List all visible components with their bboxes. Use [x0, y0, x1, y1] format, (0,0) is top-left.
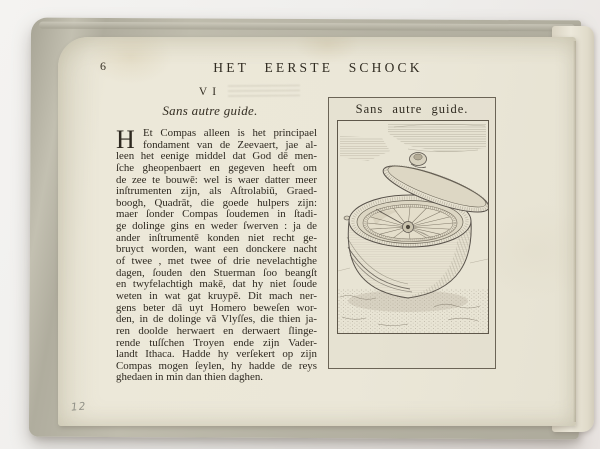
body-line: en twyfelachtigh makē, dat hy niet ſoude: [116, 278, 317, 291]
plate-caption: Sans autre guide.: [355, 102, 469, 116]
plate-image-frame: [337, 120, 489, 334]
body-line: ſche gheopenbaert en gegeven heeft om: [116, 161, 317, 174]
body-line: inſtrumenten zijn, als Aſtrolabiū, Graed-: [116, 185, 317, 198]
body-line: rende tuſſchen Troyen ende zijn Vader-: [116, 336, 317, 349]
body-line: fondament van de Zeevaert, jae al-: [143, 138, 317, 151]
body-line: boogh, Quadrāt, die goede hulpers zijn:: [116, 196, 317, 209]
body-line: leen het eenige middel dat God dē men-: [116, 150, 317, 163]
ink-show-through: [228, 85, 300, 101]
body-line: ge dolinge gins en weder ſwerven : ja de: [116, 220, 317, 233]
body-line: den, in de dolinge vā Vlyſſes, die thien ja-: [116, 313, 317, 326]
body-line: gens beter dā uyt Homero beweſen wor-: [116, 301, 317, 314]
body-line: weten in wat gat kruypē. Dit mach ner-: [116, 289, 317, 302]
body-line: of twee , met twee of drie nevelachtighe: [116, 255, 317, 268]
body-line: dagen, ſouden den Stuerman ſoo beangſt: [116, 266, 317, 279]
body-text: [116, 125, 317, 384]
body-line: Et Compas alleen is het principael: [143, 127, 317, 139]
running-header: HET EERSTE SCHOCK: [213, 60, 423, 75]
section-number: VI: [198, 86, 222, 98]
folio-number: 6: [100, 59, 106, 73]
book-page: [58, 37, 576, 426]
body-line: ghedaen in min dan thien daghen.: [116, 371, 263, 384]
body-line: Compas mogen ſeylen, hy hadde de reys: [116, 359, 317, 372]
body-line: bruyct worden, want een donckere nacht: [116, 243, 317, 256]
body-line: landt Ithaca. Hadde hy verſekert op zijn: [116, 348, 317, 361]
body-line: de zee te bouwē: wel is waer datter meer: [116, 173, 317, 186]
compass-engraving: [338, 121, 488, 333]
body-line: ren doolde herwaert en derwaert ſlinge-: [116, 324, 317, 337]
body-line: maer ſonder Compas ſoudemen in ſtadi-: [116, 208, 317, 221]
pencil-note: 12: [70, 400, 87, 414]
section-title: Sans autre guide.: [162, 103, 258, 118]
drop-cap: H: [116, 125, 135, 154]
body-line: ander inſtrumentē konden niet recht ge-: [116, 231, 317, 244]
compass-card: [363, 205, 457, 242]
engraving-plate: [328, 97, 496, 369]
